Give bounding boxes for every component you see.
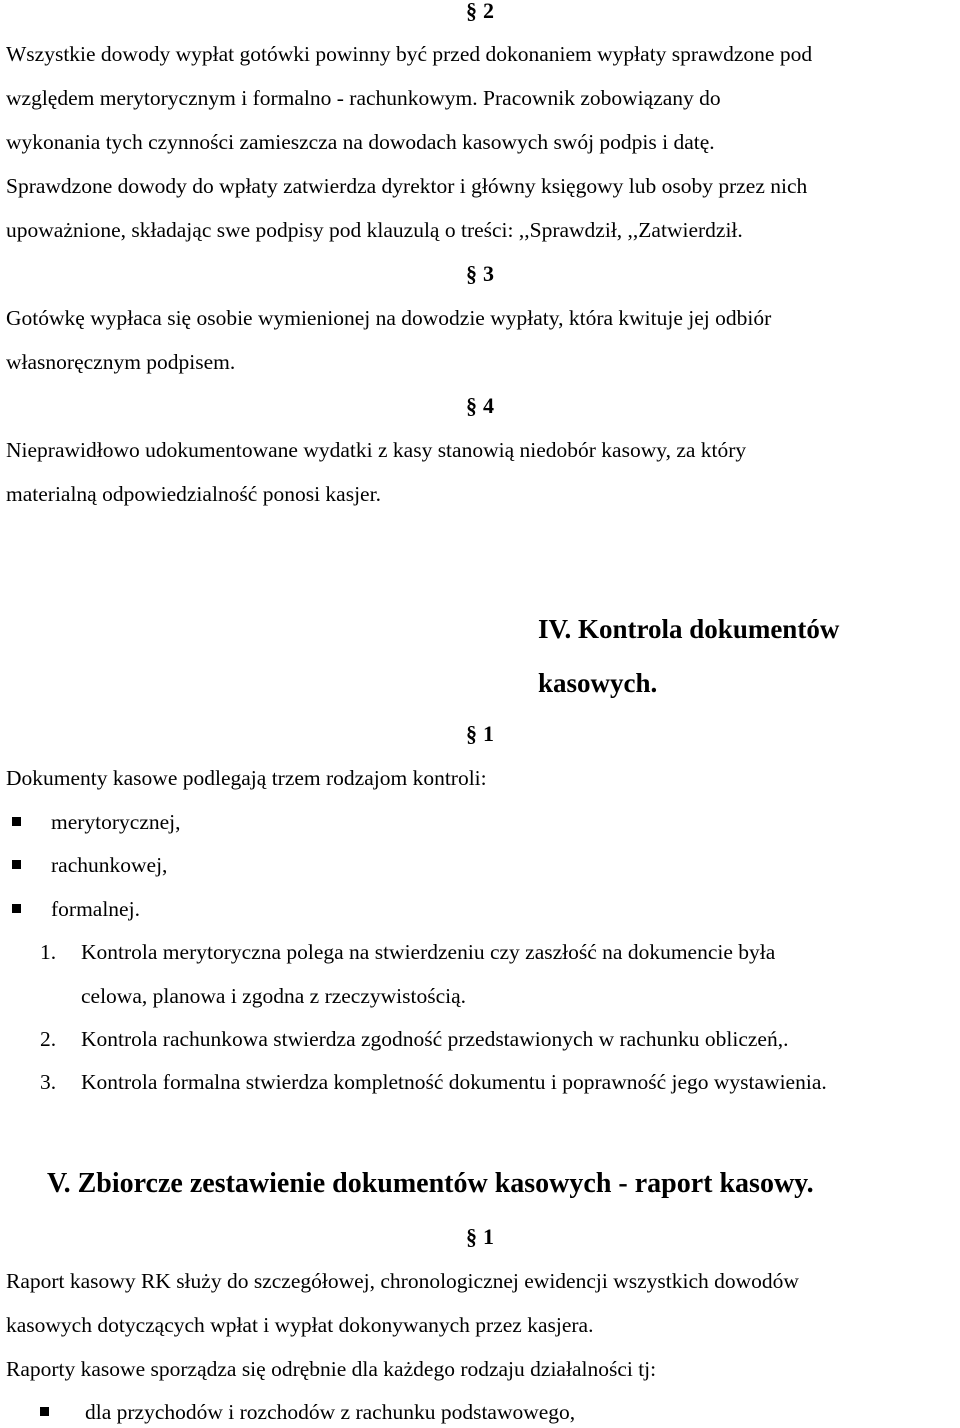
bullet-item: merytorycznej, — [12, 810, 181, 835]
paragraph-line: materialną odpowiedzialność ponosi kasjer. — [6, 482, 381, 506]
paragraph-line: względem merytorycznym i formalno - rachunkowym. Pracownik zobowiązany do — [6, 86, 721, 110]
chapter-heading-line: kasowych. — [538, 668, 658, 698]
section-heading-3 — [0, 261, 960, 287]
paragraph-line: Sprawdzone dowody do wpłaty zatwierdza dyrektor i główny księgowy lub osoby przez nich — [6, 174, 808, 198]
paragraph-line: Gotówkę wypłaca się osobie wymienionej na dowodzie wypłaty, która kwituje jej odbiór — [6, 306, 772, 330]
paragraph-line: Dokumenty kasowe podlegają trzem rodzajom kontroli: — [6, 766, 487, 790]
square-bullet-icon — [12, 860, 21, 869]
section-heading-1 — [0, 721, 960, 747]
numbered-item: 1. Kontrola merytoryczna polega na stwierdzeniu czy zaszłość na dokumencie była — [40, 940, 776, 964]
square-bullet-icon — [40, 1407, 49, 1416]
section-number: 3 — [483, 261, 494, 286]
paragraph-line: własnoręcznym podpisem. — [6, 350, 236, 374]
section-heading-4 — [0, 393, 960, 419]
section-number: 1 — [483, 721, 494, 746]
paragraph-line: wykonania tych czynności zamieszcza na dowodach kasowych swój podpis i datę. — [6, 130, 715, 154]
section-number: 4 — [483, 393, 494, 418]
bullet-item: formalnej. — [12, 897, 140, 922]
chapter-heading-line: IV. Kontrola dokumentów — [538, 614, 840, 644]
paragraph-line: upoważnione, składając swe podpisy pod klauzulą o treści: ,,Sprawdził, ,,Zatwierdził. — [6, 218, 743, 242]
bullet-item: dla przychodów i rozchodów z rachunku podstawowego, — [40, 1400, 575, 1425]
square-bullet-icon — [12, 817, 21, 826]
chapter-heading-iv — [538, 602, 839, 710]
paragraph-line: Raport kasowy RK służy do szczegółowej, chronologicznej ewidencji wszystkich dowodów — [6, 1269, 799, 1293]
item-number: 3. — [40, 1070, 57, 1094]
section-heading-2 — [0, 0, 960, 24]
paragraph-line: Wszystkie dowody wypłat gotówki powinny być przed dokonaniem wypłaty sprawdzone pod — [6, 42, 813, 66]
section-symbol: § — [466, 393, 477, 418]
section-symbol: § — [466, 1224, 477, 1249]
numbered-item: 2. Kontrola rachunkowa stwierdza zgodność przedstawionych w rachunku obliczeń,. — [40, 1027, 789, 1051]
item-number: 2. — [40, 1027, 57, 1051]
numbered-item-continuation: celowa, planowa i zgodna z rzeczywistością. — [81, 984, 467, 1008]
section-heading-1 — [0, 1224, 960, 1250]
square-bullet-icon — [12, 904, 21, 913]
bullet-item: rachunkowej, — [12, 853, 167, 878]
numbered-item: 3. Kontrola formalna stwierdza kompletność dokumentu i poprawność jego wystawienia. — [40, 1070, 827, 1094]
section-symbol: § — [466, 721, 477, 746]
section-number: 2 — [483, 0, 494, 23]
section-number: 1 — [483, 1224, 494, 1249]
section-symbol: § — [466, 261, 477, 286]
chapter-heading-v: V. Zbiorcze zestawienie dokumentów kasowych - raport kasowy. — [47, 1168, 814, 1199]
item-number: 1. — [40, 940, 57, 964]
section-symbol: § — [466, 0, 477, 23]
paragraph-line: Nieprawidłowo udokumentowane wydatki z kasy stanowią niedobór kasowy, za który — [6, 438, 747, 462]
paragraph-line: kasowych dotyczących wpłat i wypłat dokonywanych przez kasjera. — [6, 1313, 594, 1337]
paragraph-line: Raporty kasowe sporządza się odrębnie dla każdego rodzaju działalności tj: — [6, 1357, 657, 1381]
